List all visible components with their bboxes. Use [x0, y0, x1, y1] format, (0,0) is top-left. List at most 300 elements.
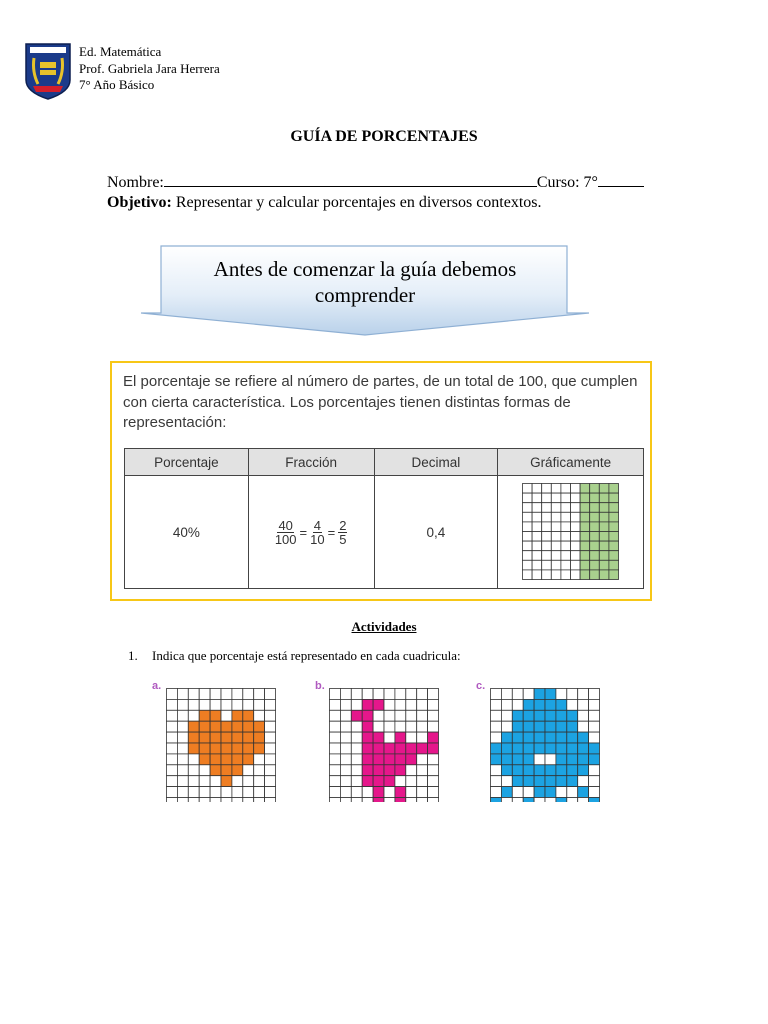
grid-cell [340, 721, 351, 732]
frac-den-2: 10 [310, 532, 325, 547]
shaded-cell [609, 502, 619, 512]
grid-cell [177, 743, 188, 754]
grid-cell [551, 512, 561, 522]
grid-cell [542, 512, 552, 522]
grid-c-letter: c. [476, 680, 486, 692]
grid-cell [523, 569, 533, 579]
grid-cell [373, 689, 384, 700]
filled-cell [221, 732, 232, 743]
filled-cell [362, 765, 373, 776]
grid-cell [384, 710, 395, 721]
filled-cell [545, 732, 556, 743]
filled-cell [428, 732, 439, 743]
grid-cell [567, 787, 578, 798]
curso-label: Curso: 7° [536, 174, 598, 191]
hundred-grid-graphic [522, 483, 619, 582]
filled-cell [512, 721, 523, 732]
grid-cell [188, 710, 199, 721]
curso-field[interactable] [598, 171, 644, 187]
grid-cell [340, 699, 351, 710]
filled-cell [373, 765, 384, 776]
grid-cell [406, 721, 417, 732]
filled-cell [523, 710, 534, 721]
filled-cell [395, 754, 406, 765]
grid-cell [556, 787, 567, 798]
grid-cell [501, 721, 512, 732]
grid-cell [561, 560, 571, 570]
nombre-label: Nombre: [107, 174, 164, 191]
grid-cell [254, 765, 265, 776]
grid-cell [561, 493, 571, 503]
filled-cell [221, 721, 232, 732]
grid-cell [340, 798, 351, 803]
grid-cell [340, 732, 351, 743]
grid-cell [542, 541, 552, 551]
grade-line: 7° Año Básico [79, 77, 155, 92]
shaded-cell [590, 521, 600, 531]
grid-cell [177, 689, 188, 700]
grid-cell [232, 776, 243, 787]
grid-cell [551, 493, 561, 503]
objetivo-text: Representar y calcular porcentajes en diversos contextos. [175, 194, 542, 211]
grid-cell [384, 689, 395, 700]
grid-cell [351, 689, 362, 700]
filled-cell [556, 754, 567, 765]
grid-a-heart [166, 688, 278, 802]
grid-cell [571, 569, 581, 579]
grid-cell [571, 541, 581, 551]
filled-cell [567, 721, 578, 732]
definition-text: El porcentaje se refiere al número de partes, de un total de 100, que cumplen con cierta característica. Los porcentajes tienen distintas formas de representación: [123, 373, 638, 431]
grid-cell [210, 776, 221, 787]
grid-cell [362, 689, 373, 700]
grid-cell [589, 710, 600, 721]
filled-cell [362, 699, 373, 710]
grid-cell [571, 531, 581, 541]
grid-cell [567, 689, 578, 700]
grid-cell [523, 493, 533, 503]
representation-table [124, 448, 644, 589]
filled-cell [232, 743, 243, 754]
filled-cell [556, 765, 567, 776]
filled-cell [362, 721, 373, 732]
grid-cell [254, 776, 265, 787]
grid-cell [428, 721, 439, 732]
grid-cell [167, 776, 178, 787]
filled-cell [373, 787, 384, 798]
grid-cell [167, 689, 178, 700]
cell-fraction: $\frac{40}{100}$ = $\frac{4}{10}$ = $\frac{2}{5}$ [248, 476, 374, 589]
grid-cell [491, 721, 502, 732]
grid-cell [221, 689, 232, 700]
filled-cell [545, 776, 556, 787]
grid-cell [406, 689, 417, 700]
grid-cell [243, 689, 254, 700]
grid-cell [177, 732, 188, 743]
grid-cell [232, 689, 243, 700]
shaded-cell [590, 541, 600, 551]
filled-cell [395, 798, 406, 803]
grid-cell [167, 798, 178, 803]
grid-cell [373, 721, 384, 732]
grid-cell [556, 689, 567, 700]
filled-cell [556, 721, 567, 732]
shaded-cell [590, 502, 600, 512]
grid-cell [578, 710, 589, 721]
shaded-cell [599, 483, 609, 493]
filled-cell [384, 743, 395, 754]
grid-cell [330, 699, 341, 710]
grid-cell [188, 754, 199, 765]
grid-cell [501, 699, 512, 710]
frac-den-1: 100 [274, 532, 297, 547]
grid-cell [571, 512, 581, 522]
shaded-cell [599, 541, 609, 551]
filled-cell [589, 798, 600, 803]
grid-cell [406, 710, 417, 721]
grid-cell [532, 483, 542, 493]
grid-cell [561, 521, 571, 531]
grid-cell [491, 776, 502, 787]
grid-cell [428, 787, 439, 798]
shaded-cell [599, 521, 609, 531]
grid-cell [199, 776, 210, 787]
grid-cell [362, 798, 373, 803]
grid-cell [177, 754, 188, 765]
grid-cell [532, 502, 542, 512]
filled-cell [578, 765, 589, 776]
grid-cell [561, 569, 571, 579]
grid-cell [589, 721, 600, 732]
filled-cell [395, 743, 406, 754]
grid-cell [491, 787, 502, 798]
shaded-cell [590, 550, 600, 560]
shaded-cell [599, 512, 609, 522]
grid-cell [254, 798, 265, 803]
filled-cell [512, 732, 523, 743]
grid-cell [384, 787, 395, 798]
grid-cell [561, 541, 571, 551]
shaded-cell [609, 550, 619, 560]
objetivo-row [107, 194, 542, 212]
activities-title: Actividades [351, 619, 417, 634]
filled-cell [534, 776, 545, 787]
grid-cell [417, 710, 428, 721]
filled-cell [523, 776, 534, 787]
grid-cell [512, 798, 523, 803]
grid-cell [542, 550, 552, 560]
grid-cell [534, 798, 545, 803]
grid-cell [210, 798, 221, 803]
grid-cell [571, 502, 581, 512]
grid-a-letter: a. [152, 680, 162, 692]
filled-cell [534, 787, 545, 798]
filled-cell [545, 689, 556, 700]
shaded-cell [599, 531, 609, 541]
grid-cell [362, 787, 373, 798]
shaded-cell [580, 521, 590, 531]
grid-cell [501, 776, 512, 787]
filled-cell [188, 721, 199, 732]
grid-cell [406, 787, 417, 798]
filled-cell [578, 732, 589, 743]
grid-cell [167, 710, 178, 721]
grid-cell [523, 512, 533, 522]
filled-cell [232, 765, 243, 776]
grid-cell [589, 699, 600, 710]
grid-cell [523, 483, 533, 493]
shaded-cell [580, 531, 590, 541]
grid-cell [571, 493, 581, 503]
filled-cell [243, 754, 254, 765]
filled-cell [523, 721, 534, 732]
grid-cell [210, 689, 221, 700]
nombre-curso-row [107, 171, 644, 192]
grid-cell [340, 776, 351, 787]
cell-graphic [498, 476, 644, 589]
header-graficamente: Gráficamente [498, 449, 644, 476]
filled-cell [243, 721, 254, 732]
grid-cell [395, 689, 406, 700]
filled-cell [243, 710, 254, 721]
grid-cell [330, 743, 341, 754]
grid-cell [551, 541, 561, 551]
shaded-cell [580, 541, 590, 551]
grid-cell [351, 754, 362, 765]
grid-cell [254, 710, 265, 721]
grid-cell [532, 521, 542, 531]
filled-cell [210, 710, 221, 721]
grid-cell [542, 493, 552, 503]
grid-cell [265, 798, 276, 803]
grid-cell [351, 776, 362, 787]
grid-cell [177, 721, 188, 732]
shaded-cell [590, 512, 600, 522]
filled-cell [221, 743, 232, 754]
subject-line: Ed. Matemática [79, 44, 162, 59]
filled-cell [556, 798, 567, 803]
grid-cell [589, 765, 600, 776]
grid-cell [523, 521, 533, 531]
grid-cell [177, 765, 188, 776]
filled-cell [232, 732, 243, 743]
filled-cell [362, 732, 373, 743]
filled-cell [523, 754, 534, 765]
shaded-cell [599, 560, 609, 570]
grid-cell [532, 541, 542, 551]
header-porcentaje: Porcentaje [125, 449, 249, 476]
teacher-line: Prof. Gabriela Jara Herrera [79, 60, 220, 76]
grid-cell [406, 798, 417, 803]
grid-cell [542, 569, 552, 579]
grid-cell [243, 776, 254, 787]
filled-cell [512, 710, 523, 721]
grid-cell [167, 743, 178, 754]
filled-cell [545, 787, 556, 798]
filled-cell [589, 754, 600, 765]
filled-cell [556, 776, 567, 787]
filled-cell [545, 765, 556, 776]
grid-cell [254, 689, 265, 700]
grid-cell [491, 732, 502, 743]
grid-cell [561, 483, 571, 493]
shaded-cell [599, 569, 609, 579]
grid-cell [199, 689, 210, 700]
shaded-cell [609, 521, 619, 531]
shaded-cell [580, 512, 590, 522]
grid-cell [199, 787, 210, 798]
filled-cell [210, 721, 221, 732]
intro-callout [140, 245, 590, 337]
grid-cell [221, 710, 232, 721]
filled-cell [373, 754, 384, 765]
grid-cell [243, 699, 254, 710]
grid-cell [428, 776, 439, 787]
grid-cell [406, 732, 417, 743]
cell-decimal: 0,4 [374, 476, 498, 589]
filled-cell [545, 721, 556, 732]
grid-cell [523, 502, 533, 512]
filled-cell [567, 743, 578, 754]
grid-cell [501, 689, 512, 700]
grid-cell [551, 531, 561, 541]
filled-cell [491, 798, 502, 803]
shaded-cell [590, 569, 600, 579]
grid-cell [428, 699, 439, 710]
nombre-field[interactable] [164, 171, 537, 187]
filled-cell [556, 699, 567, 710]
filled-cell [578, 754, 589, 765]
shaded-cell [609, 512, 619, 522]
filled-cell [362, 776, 373, 787]
filled-cell [545, 743, 556, 754]
filled-cell [417, 743, 428, 754]
shaded-cell [590, 483, 600, 493]
grid-cell [210, 699, 221, 710]
filled-cell [243, 743, 254, 754]
grid-cell [571, 550, 581, 560]
shaded-cell [609, 560, 619, 570]
grid-cell [254, 699, 265, 710]
filled-cell [221, 765, 232, 776]
filled-cell [501, 765, 512, 776]
grid-cell [578, 689, 589, 700]
grid-cell [351, 787, 362, 798]
filled-cell [534, 710, 545, 721]
grid-cell [501, 798, 512, 803]
shaded-cell [609, 483, 619, 493]
filled-cell [373, 732, 384, 743]
grid-cell [210, 787, 221, 798]
objetivo-label: Objetivo: [107, 194, 172, 211]
grid-cell [395, 721, 406, 732]
grid-cell [589, 732, 600, 743]
grid-cell [532, 493, 542, 503]
grid-cell [221, 699, 232, 710]
grid-cell [188, 689, 199, 700]
grid-cell [199, 798, 210, 803]
grid-cell [188, 765, 199, 776]
filled-cell [512, 776, 523, 787]
grid-cell [417, 787, 428, 798]
grid-cell [561, 512, 571, 522]
frac-num-1: 40 [278, 518, 293, 533]
filled-cell [384, 765, 395, 776]
percentage-definition-box [110, 361, 652, 601]
grid-cell [417, 798, 428, 803]
filled-cell [534, 732, 545, 743]
grid-cell [551, 550, 561, 560]
filled-cell [534, 689, 545, 700]
filled-cell [556, 710, 567, 721]
grid-cell [330, 765, 341, 776]
grid-cell [351, 765, 362, 776]
grid-cell [589, 776, 600, 787]
grid-cell [395, 776, 406, 787]
grid-cell [428, 798, 439, 803]
grid-cell [523, 531, 533, 541]
filled-cell [384, 776, 395, 787]
filled-cell [188, 732, 199, 743]
grid-cell [417, 689, 428, 700]
grid-cell [177, 776, 188, 787]
filled-cell [373, 798, 384, 803]
grid-cell [589, 787, 600, 798]
grid-cell [567, 699, 578, 710]
filled-cell [254, 721, 265, 732]
grid-cell [351, 721, 362, 732]
filled-cell [567, 754, 578, 765]
question-1-text: Indica que porcentaje está representado en cada cuadricula: [152, 648, 461, 663]
grid-cell [542, 502, 552, 512]
grid-cell [188, 776, 199, 787]
filled-cell [254, 732, 265, 743]
grid-cell [351, 699, 362, 710]
filled-cell [501, 732, 512, 743]
grid-cell [532, 569, 542, 579]
grid-cell [188, 699, 199, 710]
grid-cell [417, 765, 428, 776]
grid-cell [330, 798, 341, 803]
grid-cell [406, 765, 417, 776]
filled-cell [232, 721, 243, 732]
filled-cell [362, 710, 373, 721]
frac-num-3: 2 [339, 518, 347, 533]
shaded-cell [580, 550, 590, 560]
filled-cell [523, 765, 534, 776]
shaded-cell [609, 531, 619, 541]
filled-cell [406, 754, 417, 765]
grid-cell [491, 699, 502, 710]
grid-cell [406, 776, 417, 787]
filled-cell [395, 765, 406, 776]
grid-cell [532, 531, 542, 541]
grid-cell [265, 721, 276, 732]
filled-cell [384, 754, 395, 765]
filled-cell [501, 787, 512, 798]
grid-cell [232, 798, 243, 803]
grid-cell [243, 787, 254, 798]
grid-cell [532, 550, 542, 560]
grid-cell [265, 732, 276, 743]
grid-cell [384, 699, 395, 710]
grid-cell [265, 689, 276, 700]
filled-cell [501, 743, 512, 754]
shaded-cell [580, 569, 590, 579]
grid-cell [188, 787, 199, 798]
grid-cell [523, 541, 533, 551]
grid-cell [177, 787, 188, 798]
